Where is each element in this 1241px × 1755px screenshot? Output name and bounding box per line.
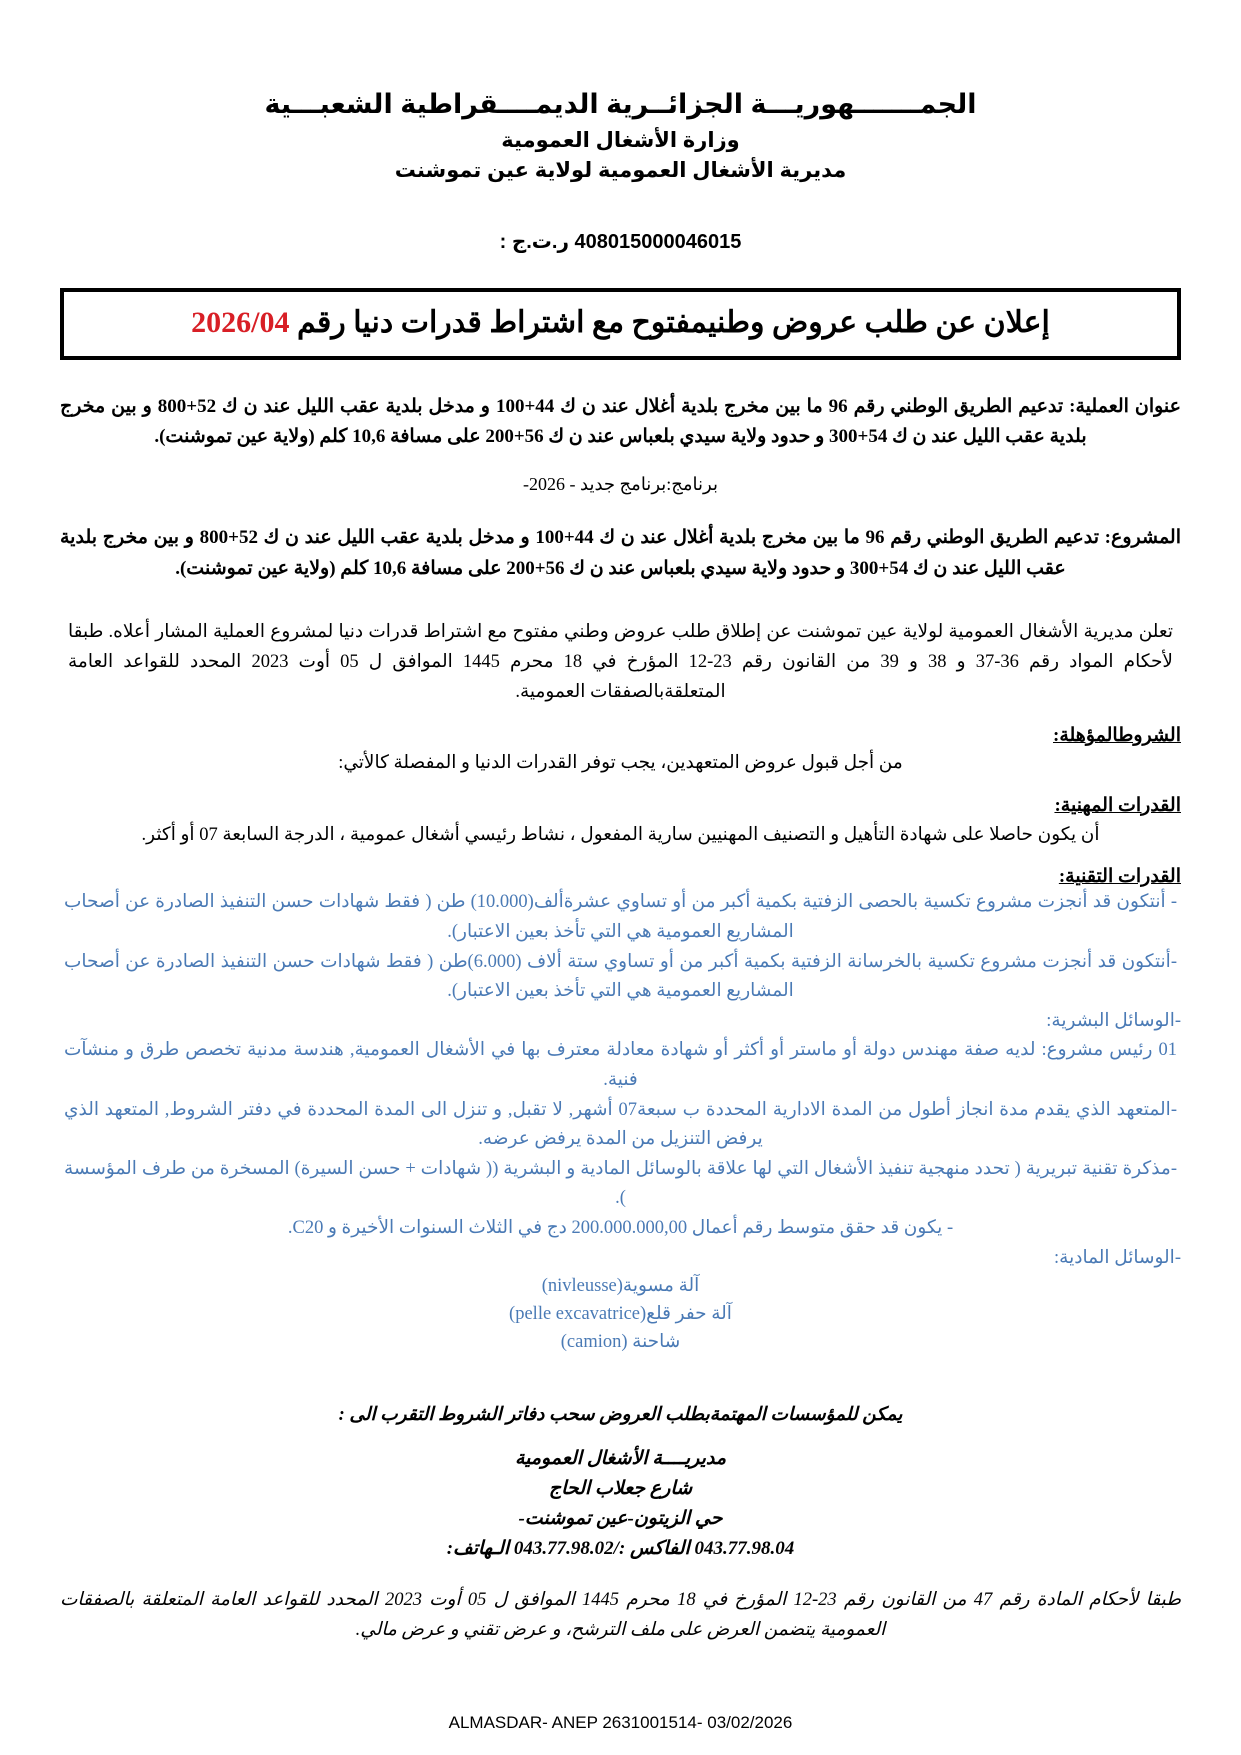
material-means-item-1: آلة مسوية(nivleusse): [541, 1276, 700, 1297]
project-text: تدعيم الطريق الوطني رقم 96 ما بين مخرج بلدية أغلال عند ن ك 44+100 و مدخل بلدية عقب الليل عند ن ك 52+800 و بين مخرج بلدية عقب الليل عند ن ك 54+300 و حدود ولاية سيدي بلعباس عند ن ك 56+200 على مسافة 10,6 كلم (ولاية عين تموشنت).: [60, 527, 1099, 579]
human-means-item-1: 01 رئيس مشروع: لديه صفة مهندس دولة أو ماستر أو أكثر أو شهادة معادلة معترف بها في الأشغال العمومية, هندسة مدنية تخصص طرق و منشآت فنية.: [64, 1040, 1177, 1090]
technical-item-1: - أنتكون قد أنجزت مشروع تكسية بالحصى الزفتية بكمية أكبر من أو تساوي عشرةألف(10.000) طن ( فقط شهادات حسن التنفيذ الصادرة عن أصحاب المشاريع العمومية هي التي تأخذ بعين الاعتبار).: [64, 892, 1177, 943]
technical-item-2: -أنتكون قد أنجزت مشروع تكسية بالخرسانة الزفتية بكمية أكبر من أو تساوي ستة ألاف (6.000)طن ( فقط شهادات حسن التنفيذ الصادرة عن أصحاب المشاريع العمومية هي التي تأخذ بعين الاعتبار).: [64, 951, 1177, 1002]
human-means-item-3: -مذكرة تقنية تبريرية ( تحدد منهجية تنفيذ الأشغال التي لها علاقة بالوسائل المادية و البشرية (( شهادات + حسن السيرة) المسخرة من طرف المؤسسة ).: [64, 1158, 1177, 1209]
ministry-heading: وزارة الأشغال العمومية: [501, 128, 740, 152]
program-label: برنامج:: [666, 474, 718, 495]
announcement-line-1: تعلن مديرية الأشغال العمومية لولاية عين تموشنت عن إطلاق طلب عروض وطني مفتوح مع اشتراط قدرات دنيا لمشروع العملية المشار أعلاه.: [108, 622, 1174, 643]
operation-label: عنوان العملية:: [1069, 395, 1182, 417]
announcement-title-text: إعلان عن طلب عروض وطنيمفتوح مع اشتراط قدرات دنيا رقم: [297, 305, 1050, 339]
contact-phone-fax: [60, 1537, 1181, 1560]
announcement-number: 2026/04: [191, 305, 290, 339]
material-means-item-3: شاحنة (camion): [560, 1331, 681, 1352]
material-means-item-2: آلة حفر قلع(pelle excavatrice): [509, 1303, 732, 1324]
conditions-intro: من أجل قبول عروض المتعهدين، يجب توفر القدرات الدنيا و المفصلة كالأتي:: [338, 753, 903, 774]
registration-number: 408015000046015: [574, 230, 742, 253]
fax-label: الفاكس :: [618, 1538, 690, 1560]
program-paragraph: [60, 474, 1181, 495]
conditions-heading: الشروطالمؤهلة:: [1053, 725, 1181, 747]
announcement-line-2: طبقا لأحكام المواد رقم 36-37 و 38 و 39 من القانون رقم 23-12 المؤرخ في 18 محرم 1445 الموافق ل 05 أوت 2023 المحدد للقواعد العامة المتعلقةبالصفقات العمومية.: [68, 622, 1173, 703]
registration-label: ر.ت.ج :: [499, 230, 569, 253]
professional-capacity-heading: القدرات المهنية:: [1054, 794, 1181, 816]
republic-heading: الجمـــــــهوريـــة الجزائــرية الديمــــقراطية الشعبـــية: [264, 89, 977, 119]
document-header: [60, 0, 1181, 187]
technical-capacity-body: [60, 888, 1181, 1356]
contact-address: [60, 1444, 1181, 1534]
turnover-requirement: - يكون قد حقق متوسط رقم أعمال 200.000.000,00 دج في الثلاث السنوات الأخيرة و C20.: [287, 1217, 954, 1238]
project-label: المشروع:: [1104, 527, 1181, 549]
human-means-item-2: -المتعهد الذي يقدم مدة انجاز أطول من المدة الادارية المحددة ب سبعة07 أشهر, لا تقبل, و تنزل الى المدة المحددة في دفتر الشروط, المتعهد الذي يرفض التنزيل من المدة يرفض عرضه.: [64, 1099, 1177, 1150]
contact-intro: يمكن للمؤسسات المهتمةبطلب العروض سحب دفاتر الشروط التقرب الى :: [338, 1405, 903, 1426]
professional-capacity-text: أن يكون حاصلا على شهادة التأهيل و التصنيف المهنيين سارية المفعول ، نشاط رئيسي أشغال عمومية ، الدرجة السابعة 07 أو أكثر.: [141, 824, 1100, 845]
operation-paragraph: [60, 392, 1181, 453]
technical-capacity-heading: القدرات التقنية:: [1058, 866, 1181, 888]
fax-number: 043.77.98.04: [694, 1538, 795, 1560]
phone-separator: /: [613, 1538, 619, 1560]
address-line-1: مديريــــة الأشغال العمومية: [514, 1448, 727, 1470]
document-footer: ALMASDAR- ANEP 2631001514- 03/02/2026: [448, 1713, 793, 1732]
phone-number: 043.77.98.02: [513, 1538, 614, 1560]
directorate-heading: مديرية الأشغال العمومية لولاية عين تموشنت: [394, 159, 847, 183]
phone-label: الـهاتف:: [446, 1538, 510, 1560]
operation-text: تدعيم الطريق الوطني رقم 96 ما بين مخرج بلدية أغلال عند ن ك 44+100 و مدخل بلدية عقب الليل عند ن ك 52+800 و بين مخرج بلدية عقب الليل عند ن ك 54+300 و حدود ولاية سيدي بلعباس عند ن ك 56+200 على مسافة 10,6 كلم (ولاية عين تموشنت).: [60, 395, 1087, 448]
closing-paragraph: طبقا لأحكام المادة رقم 47 من القانون رقم 23-12 المؤرخ في 18 محرم 1445 الموافق ل 05 أوت 2023 المحدد للقواعد العامة المتعلقة بالصفقات العمومية يتضمن العرض على ملف الترشح، و عرض تقني و عرض مالي.: [60, 1590, 1181, 1641]
announcement-body: [60, 618, 1181, 708]
registration-line: [60, 229, 1181, 254]
announcement-title: [74, 305, 1167, 341]
project-paragraph: [60, 523, 1181, 584]
address-line-3: حي الزيتون-عين تموشنت-: [518, 1508, 723, 1530]
address-line-2: شارع جعلاب الحاج: [548, 1478, 693, 1500]
material-means-heading: -الوسائل المادية:: [1054, 1247, 1181, 1268]
program-value: برنامج جديد - 2026-: [523, 474, 667, 495]
announcement-title-frame: [60, 288, 1181, 360]
human-means-heading: -الوسائل البشرية:: [1046, 1010, 1181, 1031]
